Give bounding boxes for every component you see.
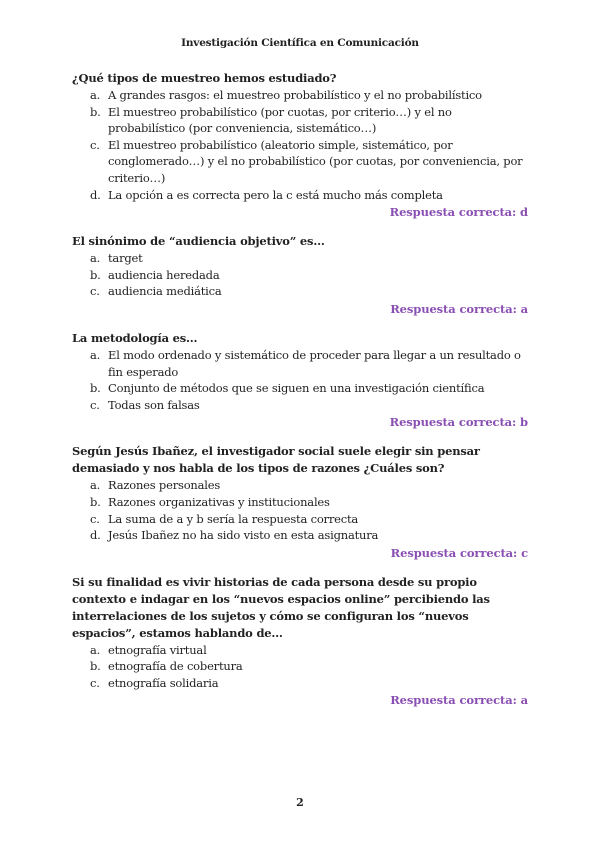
option-letter: b. — [90, 659, 101, 674]
option-text: audiencia mediática — [108, 284, 222, 299]
option-letter: b. — [90, 494, 101, 509]
option-b — [72, 494, 528, 511]
option-letter: d. — [90, 187, 101, 202]
option-letter: a. — [90, 347, 101, 362]
option-text: target — [108, 251, 143, 266]
option-b — [72, 267, 528, 284]
correct-answer: Respuesta correcta: a — [390, 301, 528, 316]
option-letter: c. — [90, 137, 100, 152]
option-text: El muestreo probabilístico (aleatorio simple, sistemático, por conglomerado…) y el no probabilístico (por cuotas, por conveniencia, por criterio…) — [108, 137, 523, 185]
option-text: Conjunto de métodos que se siguen en una investigación científica — [108, 381, 485, 396]
option-letter: c. — [90, 675, 100, 690]
correct-answer: Respuesta correcta: c — [390, 545, 528, 560]
option-text: A grandes rasgos: el muestreo probabilístico y el no probabilístico — [108, 88, 482, 102]
option-letter: c. — [90, 511, 100, 526]
option-c — [72, 283, 528, 300]
options-list — [72, 250, 528, 300]
question-prompt: ¿Qué tipos de muestreo hemos estudiado? — [72, 71, 337, 85]
option-text: Razones organizativas y institucionales — [108, 494, 330, 509]
option-text: audiencia heredada — [108, 267, 220, 282]
option-text: etnografía de cobertura — [108, 659, 243, 674]
question-4 — [72, 443, 528, 561]
option-d — [72, 187, 528, 204]
option-letter: b. — [90, 267, 101, 282]
question-prompt: Si su finalidad es vivir historias de cada persona desde su propio contexto e indagar en los “nuevos espacios online” percibiendo las interrelaciones de los sujetos y cómo se configuran los “nuevos espacios”, estamos hablando de… — [72, 574, 490, 640]
option-letter: b. — [90, 381, 101, 396]
option-text: Todas son falsas — [108, 397, 200, 412]
option-text: La opción a es correcta pero la c está mucho más completa — [108, 187, 443, 202]
option-text: La suma de a y b sería la respuesta correcta — [108, 511, 359, 526]
option-a — [72, 347, 528, 380]
option-a — [72, 477, 528, 494]
option-c — [72, 397, 528, 414]
option-b — [72, 380, 528, 397]
option-text: El modo ordenado y sistemático de proceder para llegar a un resultado o fin esperado — [108, 347, 521, 379]
option-letter: c. — [90, 284, 100, 299]
question-5 — [72, 574, 528, 710]
option-c — [72, 511, 528, 528]
option-text: Jesús Ibañez no ha sido visto en esta asignatura — [108, 528, 379, 543]
correct-answer: Respuesta correcta: a — [390, 693, 528, 708]
option-a — [72, 87, 528, 104]
option-b — [72, 658, 528, 675]
option-a — [72, 250, 528, 267]
option-letter: a. — [90, 642, 101, 657]
page-title: Investigación Científica en Comunicación — [181, 37, 419, 49]
option-letter: c. — [90, 397, 100, 412]
option-b — [72, 104, 528, 137]
option-c — [72, 675, 528, 692]
correct-answer: Respuesta correcta: d — [389, 205, 528, 220]
option-letter: a. — [90, 251, 101, 266]
page-number: 2 — [296, 796, 304, 809]
question-3 — [72, 330, 528, 431]
question-1 — [72, 70, 528, 221]
options-list — [72, 87, 528, 203]
option-a — [72, 642, 528, 659]
option-letter: a. — [90, 88, 101, 102]
options-list — [72, 642, 528, 692]
option-letter: b. — [90, 104, 101, 119]
option-letter: d. — [90, 528, 101, 543]
question-prompt: El sinónimo de “audiencia objetivo” es… — [72, 234, 325, 249]
options-list — [72, 477, 528, 543]
option-letter: a. — [90, 478, 101, 493]
option-text: El muestreo probabilístico (por cuotas, por criterio…) y el no probabilístico (por conveniencia, sistemático…) — [108, 104, 452, 136]
correct-answer: Respuesta correcta: b — [389, 415, 528, 430]
question-prompt: Según Jesús Ibañez, el investigador social suele elegir sin pensar demasiado y nos habla de los tipos de razones ¿Cuáles son? — [72, 444, 480, 476]
quiz-content — [72, 70, 528, 721]
question-2 — [72, 233, 528, 318]
options-list — [72, 347, 528, 413]
option-text: Razones personales — [108, 478, 221, 493]
option-c — [72, 137, 528, 187]
option-text: etnografía virtual — [108, 642, 207, 657]
option-d — [72, 527, 528, 544]
option-text: etnografía solidaria — [108, 675, 219, 690]
question-prompt: La metodología es… — [72, 330, 198, 345]
